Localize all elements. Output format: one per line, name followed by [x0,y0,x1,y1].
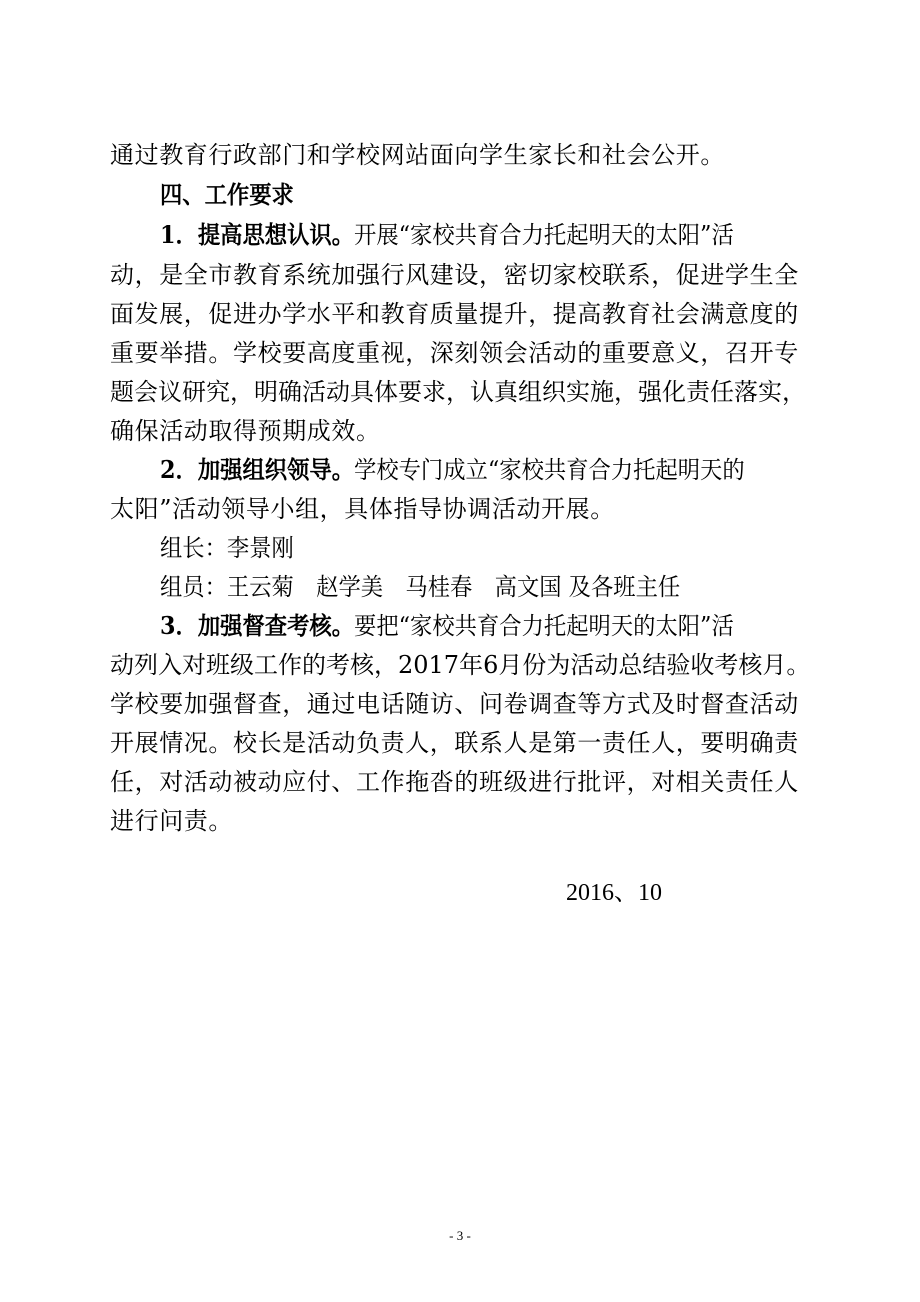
paragraph-line: 太阳”活动领导小组，具体指导协调活动开展。 [110,495,615,523]
paragraph-line: 动列入对班级工作的考核，2017年6月份为活动总结验收考核月。 [110,651,811,679]
paragraph-line: 学校要加强督查，通过电话随访、问卷调查等方式及时督查活动 [110,690,799,718]
item-3-heading-line: 3．加强督查考核。要把“家校共育合力托起明天的太阳”活 [160,611,734,640]
paragraph-line: 题会议研究，明确活动具体要求，认真组织实施，强化责任落实， [110,378,806,406]
paragraph-line: 动，是全市教育系统加强行风建设，密切家校联系，促进学生全 [110,261,799,289]
paragraph-line: 进行问责。 [110,807,233,835]
paragraph-line: 任，对活动被动应付、工作拖沓的班级进行批评，对相关责任人 [110,768,799,796]
paragraph-line: 通过教育行政部门和学校网站面向学生家长和社会公开。 [110,141,725,169]
document-date: 2016、10 [566,880,662,906]
group-leader-line: 组长：李景刚 [160,534,294,562]
paragraph-line: 确保活动取得预期成效。 [110,417,381,445]
paragraph-line: 重要举措。学校要高度重视，深刻领会活动的重要意义，召开专 [110,339,799,367]
item-2-heading-line: 2．加强组织领导。学校专门成立“家校共育合力托起明天的 [160,455,745,484]
paragraph-line: 面发展，促进办学水平和教育质量提升，提高教育社会满意度的 [110,300,799,328]
group-members-line: 组员：王云菊 赵学美 马桂春 高文国 及各班主任 [160,573,681,601]
page-number: - 3 - [449,1228,471,1243]
item-1-heading-line: 1．提高思想认识。开展“家校共育合力托起明天的太阳”活 [160,220,734,249]
paragraph-line: 开展情况。校长是活动负责人，联系人是第一责任人，要明确责 [110,729,799,757]
section-heading: 四、工作要求 [160,180,294,209]
